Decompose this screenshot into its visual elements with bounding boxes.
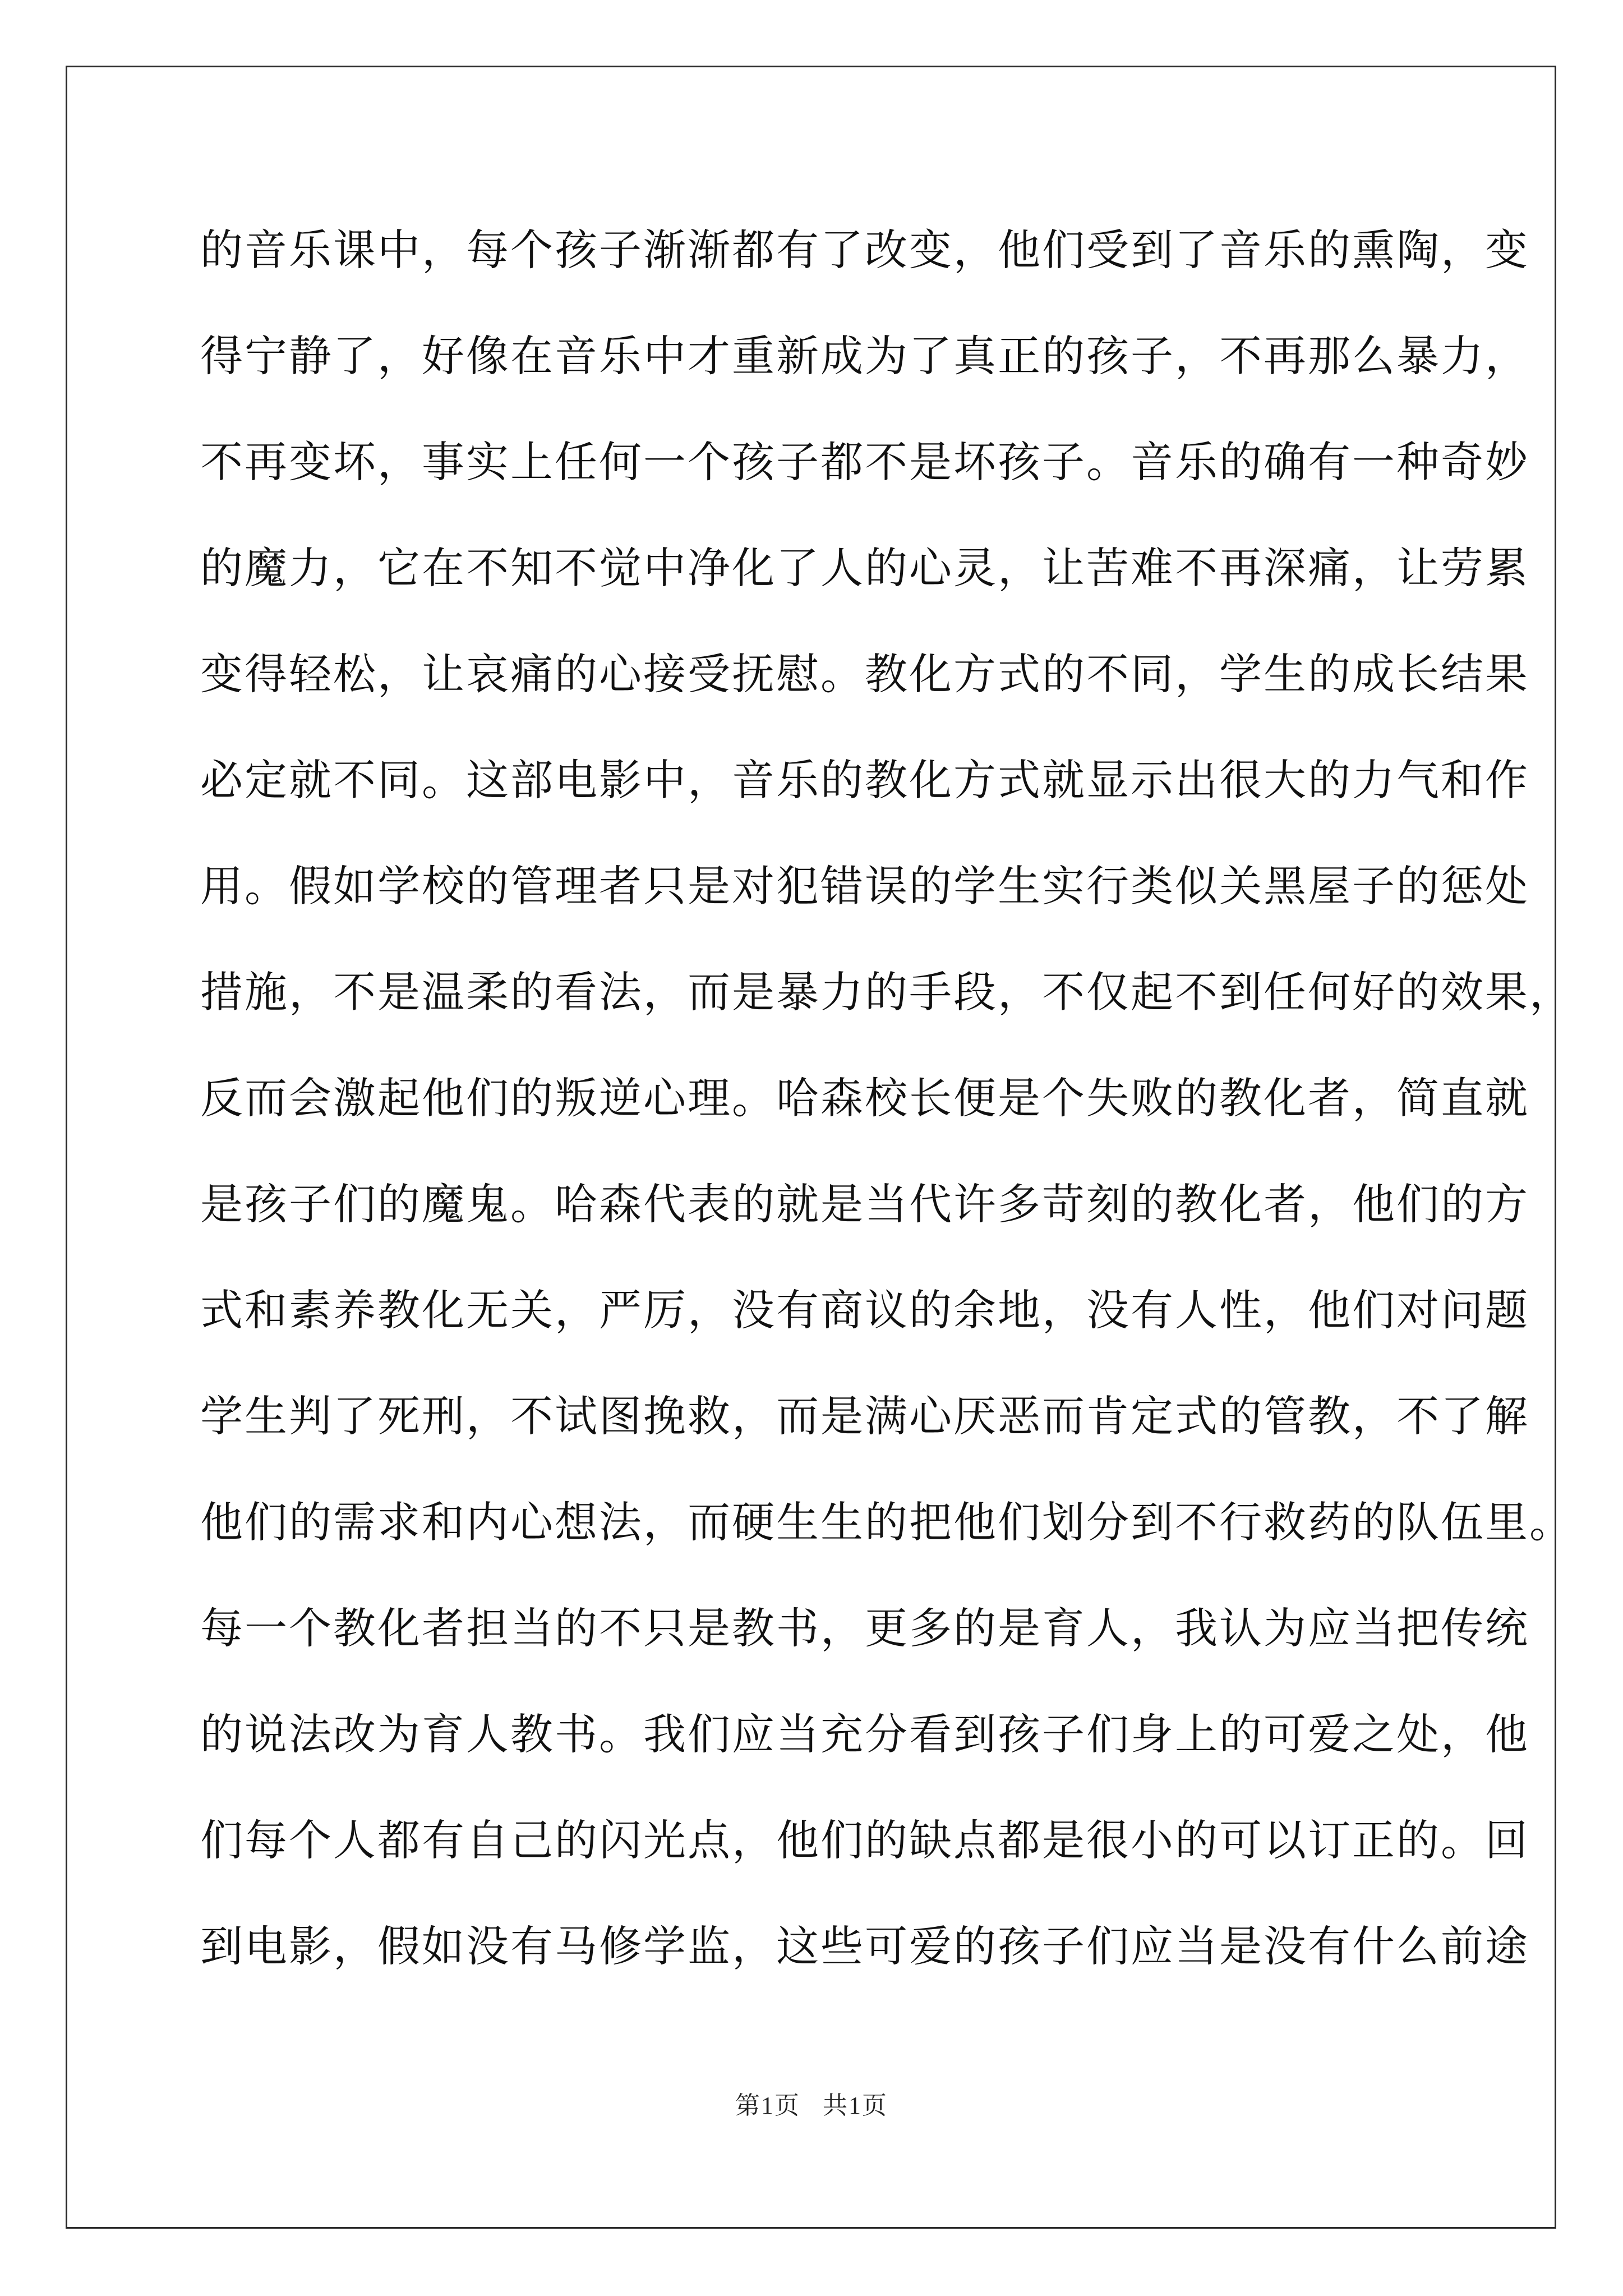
text-line: 必定就不同。这部电影中，音乐的教化方式就显示出很大的力气和作 xyxy=(200,755,1529,805)
text-line: 用。假如学校的管理者只是对犯错误的学生实行类似关黑屋子的惩处 xyxy=(200,861,1529,911)
page-total: 共1页 xyxy=(823,2092,888,2119)
text-line: 的说法改为育人教书。我们应当充分看到孩子们身上的可爱之处，他 xyxy=(200,1709,1529,1759)
text-line: 学生判了死刑，不试图挽救，而是满心厌恶而肯定式的管教，不了解 xyxy=(200,1391,1529,1441)
document-body xyxy=(200,211,1574,2013)
text-line: 每一个教化者担当的不只是教书，更多的是育人，我认为应当把传统 xyxy=(200,1603,1529,1653)
text-line: 变得轻松，让哀痛的心接受抚慰。教化方式的不同，学生的成长结果 xyxy=(200,649,1529,699)
text-line: 到电影，假如没有马修学监，这些可爱的孩子们应当是没有什么前途 xyxy=(200,1921,1529,1971)
text-line: 们每个人都有自己的闪光点，他们的缺点都是很小的可以订正的。回 xyxy=(200,1815,1529,1865)
text-line: 他们的需求和内心想法，而硬生生的把他们划分到不行救药的队伍里。 xyxy=(200,1497,1574,1547)
text-line: 的音乐课中，每个孩子渐渐都有了改变，他们受到了音乐的熏陶，变 xyxy=(200,225,1529,275)
page-number: 第1页 xyxy=(735,2092,800,2119)
text-line: 是孩子们的魔鬼。哈森代表的就是当代许多苛刻的教化者，他们的方 xyxy=(200,1179,1529,1229)
text-line: 的魔力，它在不知不觉中净化了人的心灵，让苦难不再深痛，让劳累 xyxy=(200,543,1529,593)
page-footer xyxy=(0,2085,1623,2121)
text-line: 式和素养教化无关，严厉，没有商议的余地，没有人性，他们对问题 xyxy=(200,1285,1529,1335)
text-line: 得宁静了，好像在音乐中才重新成为了真正的孩子，不再那么暴力， xyxy=(200,331,1529,381)
text-line: 反而会激起他们的叛逆心理。哈森校长便是个失败的教化者，简直就 xyxy=(200,1073,1529,1123)
text-line: 措施，不是温柔的看法，而是暴力的手段，不仅起不到任何好的效果， xyxy=(200,967,1574,1017)
text-line: 不再变坏，事实上任何一个孩子都不是坏孩子。音乐的确有一种奇妙 xyxy=(200,437,1529,487)
